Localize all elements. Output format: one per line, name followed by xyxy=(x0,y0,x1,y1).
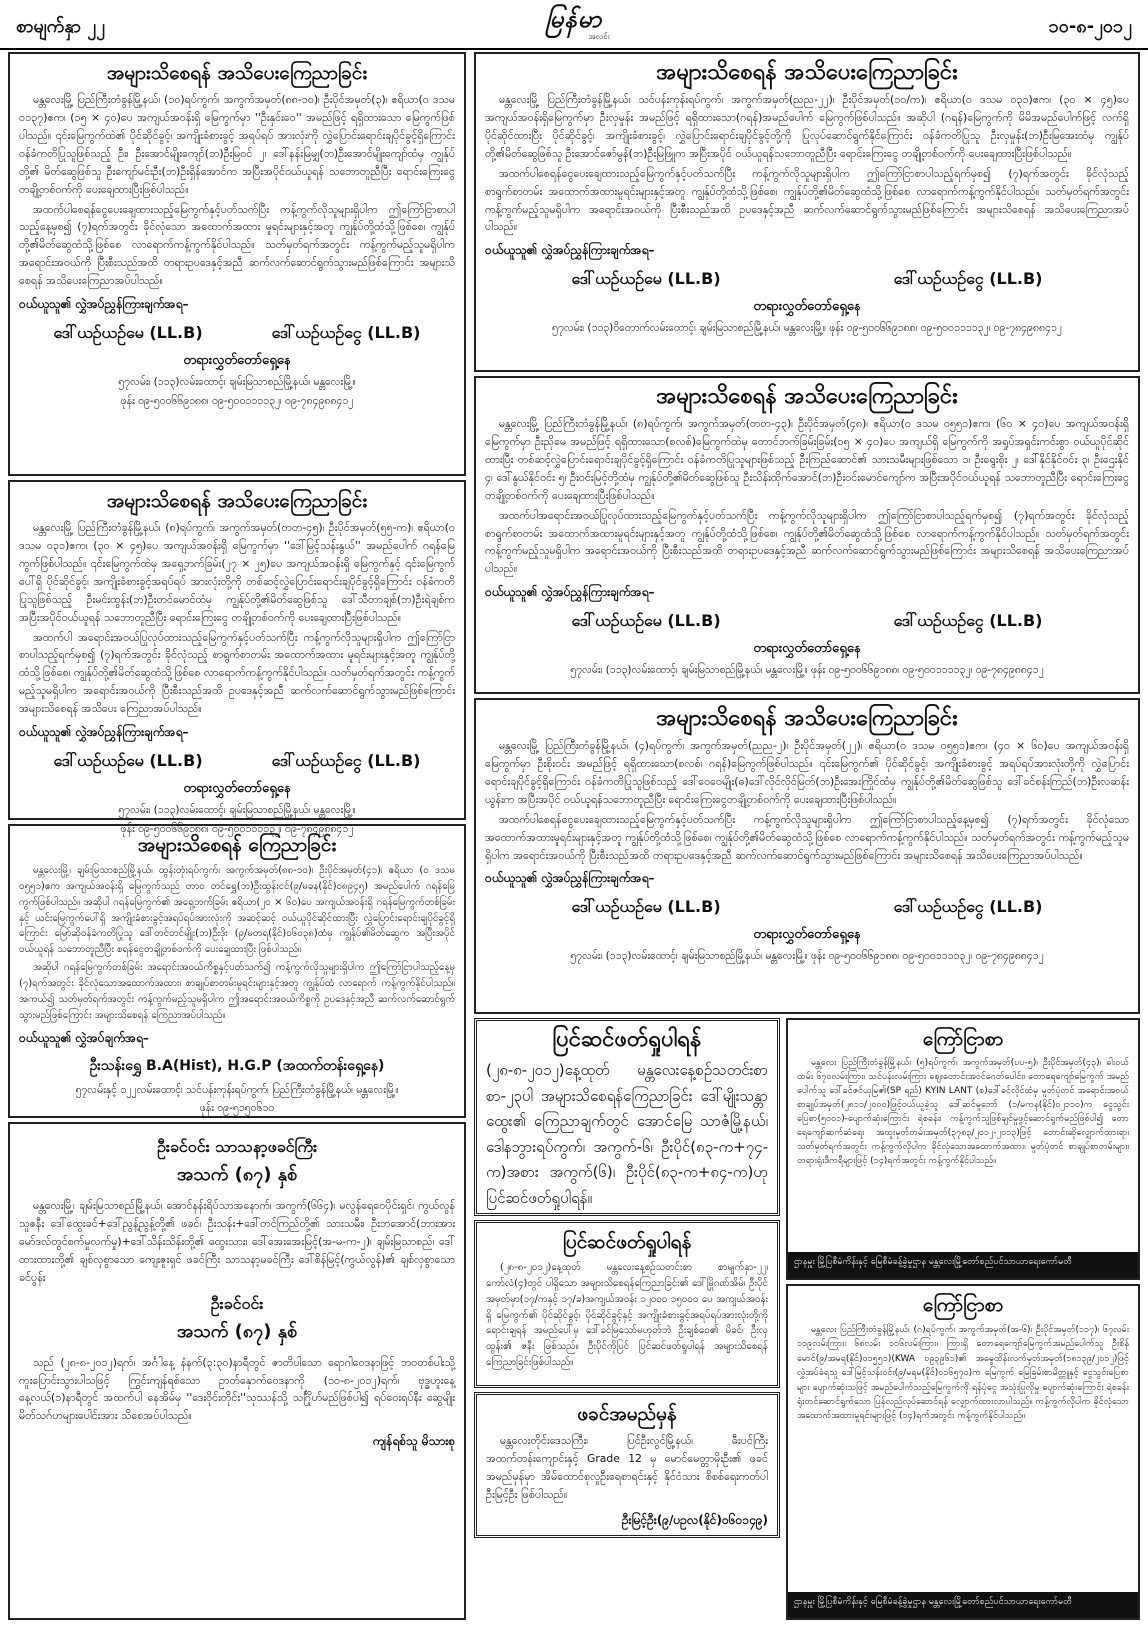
signatures xyxy=(19,322,455,346)
signature-a: ဒေါ်ယဉ်ယဉ်မေ (LL.B) xyxy=(571,611,721,631)
obituary-name: ဦးခင်ဝင်း သာသနာ့ဖခင်ကြီး xyxy=(156,1137,318,1156)
notice-3 xyxy=(8,824,466,1118)
notice-title: အများသိစေရန် အသိပေးကြေညာခြင်း xyxy=(106,62,368,84)
obituary-age: အသက် (၈၇) နှစ် xyxy=(176,1164,298,1185)
notice-2 xyxy=(8,480,466,835)
correction-notice-2 xyxy=(474,1220,780,1388)
address: ၅၇လမ်း၊ (၁၁၃)လမ်းထောင့်၊ ချမ်းမြသာစည်မြို့နယ်၊ မန္တလေးမြို့။ xyxy=(118,804,356,817)
notice-6 xyxy=(474,698,1140,1014)
signature-b: ဒေါ်ယဉ်ယဉ်ငွေ (LL.B) xyxy=(893,269,1043,289)
notice-title: အများသိစေရန် ကြေညာခြင်း xyxy=(137,834,337,856)
address: ၅၇လမ်း၊ (၁၁၃)လမ်းထောင့်၊ ချမ်းမြသာစည်မြို့နယ်၊ မန္တလေးမြို့။ xyxy=(118,376,356,389)
notice-lead: ဝယ်ယူသူ၏ လွှဲအပ်ညွှန်ကြားချက်အရ– xyxy=(485,871,655,886)
notice-title: အများသိစေရန် အသိပေးကြေညာခြင်း xyxy=(656,60,958,85)
address: ၅၇လမ်း၊ (၁၁၃)လမ်းထောင့်၊ ချမ်းမြသာစည်မြို့နယ်၊ မန္တလေးမြို့။ ဖုန်း ၀၉-၅၀၀၆၆၉၁၈၈၊ ၀၉-၅၀၀၁၁၁၁၃၂၊ ၀၉-၇၈၄၉၈၈၄၁၂ xyxy=(570,950,1044,963)
signatures xyxy=(19,750,455,774)
signature-a: ဒေါ်ယဉ်ယဉ်မေ (LL.B) xyxy=(53,751,203,771)
firm-name: တရားလွှတ်တော်ရှေ့နေ xyxy=(183,781,291,797)
obituary-age-repeat: အသက် (၈၇) နှစ် xyxy=(176,1320,298,1342)
notice-lead: ဝယ်ယူသူ၏ လွှဲအပ်ညွှန်ကြားချက်အရ– xyxy=(19,725,189,740)
notice-paragraph: မန္တလေးမြို့ ပြည်ကြီးတံခွန်မြို့နယ်၊ (၄)ရပ်ကွက်၊ အကွက်အမှတ်(ညည-၂)၊ ဦးပိုင်အမှတ်(၂၂)၊ ဧရိယာ(၀ ဒသမ ၀၅၅၁)ဧက၊ (၄၀ × ၆၀)ပေ အကျယ်အဝန်းရှိ မြေကွက်မှာ ဦးစိုးဝင်း အမည်ဖြင့် ရရှိထားသော(စလစ်၊ ဂရန်)မြေကွက်ဖြစ်ပါသည်။ ၎င်းမြေကွက်၏ ပိုင်ဆိုင်ခွင့်၊ အကျိုးခံစားခွင့် အရပ်ရပ်အားလုံးတို့ကို လွှဲပြောင်းရောင်းချပိုင်ခွင့်ရှိကြောင်း ဝန်ခံကတိပြုသူဖြစ်သည့် ဒေါ်ဝေဝေမျိုး(ဓ)ဒေါ်လိုင်လိုင်မြတ်(ဘ)ဦးအေးကြိုင်ထံမှ ကျွန်ုပ်တို့၏မိတ်ဆွေဖြစ်သူ ဒေါ်ခင်စန်းကြည်(ဘ)ဦးလဆန်းယွန်းက အပြီးအပိုင် ဝယ်ယူရန်သဘောတူညီပြီး ရောင်းကြေးငွေတချို့တစ်ဝက်ကို ပေးချေထားပြီးဖြစ်ပါသည်။ xyxy=(485,739,1129,806)
correction-text: (၂၈-၈-၂၀၁၂)နေ့ထုတ် မန္တလေးနေ့စဉ်သတင်းစာ စာ-၂၃ပါ အများသိစေရန်ကြေညာခြင်း ဒေါ်မျိုးသန္တာထွေး၏ ကြေညာချက်တွင် အောင်မြေ သာဇံမြို့နယ်၊ ဒေါနဘွားရပ်ကွက်၊ အကွက်-၆၊ ဦးပိုင်(၈၃-က+၇၄-က)အစား အကွက်(၆)၊ ဦးပိုင်(၈၃-က+၈၄-က)ဟု ပြင်ဆင်ဖတ်ရှုပါရန်။ xyxy=(486,1061,768,1207)
correction-notice xyxy=(474,1018,780,1216)
notice-lead: ဝယ်ယူသူ၏ လွှဲအပ်ချက်အရ– xyxy=(19,1030,149,1045)
notice-paragraph: အထက်ပါ အရောင်းအဝယ်ပြုလုပ်ထားသည့်မြေကွက်နှင့်ပတ်သက်ပြီး ကန့်ကွက်လိုသူများရှိပါက ဤကြော်ငြာစာပါသည့်ရက်မှစ၍ (၇)ရက်အတွင်း ခိုင်လုံသည့် စာရွက်စာတမ်း အထောက်အထား မူရင်းများနှင့်အတူ ကျွန်ုပ်တို့ထံသို့ဖြစ်စေ၊ ကျွန်ုပ်တို့၏မိတ်ဆွေထံသို့ဖြစ်စေ လာရောက်ကန့်ကွက်နိုင်ပါသည်။ သတ်မှတ်ရက်အတွင်း ကန့်ကွက်မည့်သူမရှိပါက အရောင်းအဝယ်ကို ပြီးစီးသည်အထိ ဥပဒေနှင့်အညီ ဆက်လက်ဆောင်ရွက်သွားမည်ဖြစ်ကြောင်း အများသိစေရန် အသိပေး ကြေညာအပ်ပါသည်။ xyxy=(19,630,455,716)
firm-name: တရားလွှတ်တော်ရှေ့နေ xyxy=(753,927,861,943)
address: ၅၇လမ်း၊ (၁၁၃)ဝိတောက်လမ်းထောင့်၊ ချမ်းမြသာစည်မြို့နယ်၊ မန္တလေးမြို့။ ဖုန်း ၀၉-၅၀၀၆၆၉၁၈၈၊ ၀၉-၅၀၀၁၁၁၁၃၂၊ ၀၉-၇၈၄၉၈၈၄၁၂ xyxy=(552,322,1062,335)
official-notice-2 xyxy=(786,1284,1140,1620)
signature-a: ဒေါ်ယဉ်ယဉ်မေ (LL.B) xyxy=(571,269,721,289)
notice-4 xyxy=(474,52,1140,372)
name-correction-ad xyxy=(474,1392,780,1538)
logo-text: မြန်မာ xyxy=(545,5,603,33)
correction-text: (၂၈-၈-၂၀၁၂)နေ့ထုတ် မန္တလေးနေ့စဉ်သတင်းစာ စာမျက်နှာ-၂၂၊ ကော်လံ(၄)တွင် ပါရှိသော အများသိစေရန်ကြေညာခြင်း၏ ဒေါ်မြိုဂဏ်အိမ်၊ ဦးပိုင်အမှတ်မှာ(၁၇/ကနှင့် ၁၇/ခ)အကျယ်အဝန်း ၁၂၀၀၀ ၁၅၀၀၀ ပေ အကျယ်အဝန်းရှိ မြေကွက်၏ ပိုင်ဆိုင်ခွင့်၊ ပိုင်ဆိုင်ခွင့်နှင့် အကျိုးခံစားခွင့်အရပ်ရပ်အားလုံးတို့ကို ရောင်းချရန် အမည်ပေါ်မှ ဒေါ်ခင်မြသော်မဟုတ်ဘဲ ဦးချစ်ဝေ၏ မိခင်၊ ဦးလှထွန်း၏ ဇနီး ဖြစ်သည်။ ဦးပိုင်ကိုပြင် ပြင်ဆင်ဖတ်ရှုပါရန် အများသိစေရန် ကြေညာခြင်းဖြစ်ပါသည်။ xyxy=(486,1262,768,1369)
notice-1 xyxy=(8,52,466,476)
office-strip: ဌာနမှူး မြို့ပြစီမံကိန်းနှင့် မြေစီမံခန့်ခွဲမှုဌာန မန္တလေးမြို့တော်စည်ပင်သာယာရေးကော်မတီ xyxy=(788,1592,1138,1618)
address: ၅၇လမ်းနှင့် ၁၂၂လမ်းထောင့်၊ သင်ပန်းကုန်းရပ်ကွက်၊ ပြည်ကြီးတံခွန်မြို့နယ်၊ မန္တလေးမြို့။ xyxy=(75,1083,399,1096)
notice-paragraph: အဆိုပါ ဂရန်မြေကွက်တစ်ခြမ်း အရောင်းအဝယ်ကိစ္စနှင့်ပတ်သက်၍ ကန့်ကွက်လိုသူများရှိပါက ဤကြော်ငြာပါသည့်နေ့မှ (၇)ရက်အတွင်း ခိုင်လုံသောအထောက်အထား၊ စာချုပ်စာတမ်းမူရင်းများနှင့်အတူ ကျွန်ုပ်ထံ လာရောက် ကန့်ကွက်နိုင်ပါသည်။ အကယ်၍ သတ်မှတ်ရက်အတွင်း ကန့်ကွက်မည့်သူမရှိပါက ဤအရောင်းအဝယ်ကိစ္စကို ဥပဒေနှင့်အညီ ဆက်လက်ဆောင်ရွက်သွားမည်ဖြစ်ကြောင်း အများသိစေရန် ကြေညာအပ်ပါသည်။ xyxy=(19,962,455,1021)
notice-paragraph: အထက်ပါစေရန်ငွေပေးချေထားသည့်မြေကွက်နှင့်ပတ်သက်ပြီး ကန့်ကွက်လိုသူများရှိပါက ဤကြော်ငြာစာပါသည့်နေ့မှစ၍ (၇)ရက်အတွင်း ခိုင်လုံသော အထောက်အထား မူရင်းများနှင့်အတူ ကျွန်ုပ်တို့ထံသို့ဖြစ်စေ၊ ကျွန်ုပ်တို့၏မိတ်ဆွေထံသို့ဖြစ်စေ လာရောက်ကန့်ကွက်နိုင်ပါသည်။ သတ်မှတ်ရက်အတွင်း ကန့်ကွက်မည့်သူမရှိပါက အရောင်းအဝယ်ကို ပြီးစီးသည်အထိ တရားဥပဒေနှင့်အညီ ဆက်လက်ဆောင်ရွက်သွားမည်ဖြစ်ကြောင်း အများသိစေရန် အသိပေးကြေညာအပ်ပါသည်။ xyxy=(19,202,455,288)
ad-sign: ဦးမြင့်ဦး(၉/ပဥလ(နိုင်)၀၆၀၁၄၉) xyxy=(621,1512,768,1527)
notice-lead: ဝယ်ယူသူ၏ လွှဲအပ်ညွှန်ကြားချက်အရ– xyxy=(485,243,655,258)
signatures xyxy=(485,610,1129,634)
address: ၅၇လမ်း၊ (၁၁၃)လမ်းထောင့်၊ ချမ်းမြသာစည်မြို့နယ်၊ မန္တလေးမြို့။ ဖုန်း ၀၉-၅၀၀၆၆၉၁၈၈၊ ၀၉-၅၀၀၁၁၁၁၃၂၊ ၀၉-၇၈၄၉၈၈၄၁၂ xyxy=(570,664,1044,677)
correction-title: ပြင်ဆင်ဖတ်ရှုပါရန် xyxy=(562,1231,692,1253)
notice-lead: ဝယ်ယူသူ၏ လွှဲအပ်ညွှန်ကြားချက်အရ– xyxy=(485,585,655,600)
office-text: မန္တလေး ပြည်ကြီးတံခွန်မြို့နယ်၊ (၅)ရပ်ကွက်၊ အကွက်အမှတ်(ပပ-၅)၊ ဦးပိုင်အမှတ်(၄၃)၊ ဓါးဝယ်ထမ်း ၆၇ဝလမ်းကြား၊ သင်ပန်းလမ်းကြား ဈေးတောင်းအဝင်ဂေတ်ပေါင်း၊ တောရေကျော်မြေကွက် အမည်ပေါက်သူ ဒေါ်ခင်ဇင်ယုမြ၏(SP ရည်) KYIN LANT (စ)ဒေါ်ခင်လိုင်ထံမှ မူတ်ပုံတင် အရောင်းအဝယ်စာချုပ်အမှတ်(၂၈၁၁/၂၀၀၀)ဖြင့်ဝယ်ယူခဲ့သူ ဒေါ်ဆင်မူဘော် (၁/မကန(နိုင်)၀၂၁၁၀)က ငွေသွင်းပြေစာ(၅၀၀၁)-ပျောက်ဆုံးကြောင်း ရဲစခန်း၊ ကန့်ကွက်သူဖြစ်ချင်မှုဖွင့်ဆောင်ရွက်မည်ဖြစ်ပါ၍ တောရေကျော်ဆက်ဆံရေး အထူးမှတ်တမ်းအမှတ်(၃၇၈၃/၂၀၁၂-၂၀၁၃)ဖြင့် တောင်းဆိုလျှောက်ထားရာ၊ သတ်မှတ်ရက်အတွင်း ကန့်ကွက်လိုပါက ခိုင်လုံသောအထောက်အထား၊ မူတ်ပုံတင် စာချုပ်စာတမ်းများ၊ တရားရုံးဒီကရီများဖြင့် (၁၄)ရက်အတွင်း ကန့်ကွက်နိုင်ပါသည်။ xyxy=(797,1058,1129,1166)
lawyer-signature: ဦးသန်းရွှေ B.A(Hist), H.G.P (အထက်တန်းရှေ့နေ) xyxy=(89,1057,385,1074)
office-strip: ဌာနမှူး မြို့ပြစီမံကိန်းနှင့် မြေစီမံခန့်ခွဲမှုဌာန မန္တလေးမြို့တော်စည်ပင်သာယာရေးကော်မတီ xyxy=(788,1252,1138,1278)
header-rule xyxy=(0,48,1148,50)
office-text: မန္တလေး ပြည်ကြီးတံခွန်မြို့နယ်၊ (ဂ)ရပ်ကွက်၊ အကွက်အမှတ်(အ-၆)၊ ဦးပိုင်အမှတ်(၁၁၇)၊ ၆၇လမ်း ၁၁၉လမ်းကြား၊ ၆၈လမ်း ၁၁၆လမ်းကြား၊ ကြားရှိ တောရေကျော်မြေကွက်အမည်ပေါက်သူ ဦးစိန်မောင်(၉/အမရ(နိုင်)၀၁၅၅၁)(KWA ၀၉၃၉၆၁)၏ အမွေထိန်းလက်မှတ်အမှတ်(၁၈၁၃၉/၂၀၁၂)ဖြင့် လွှဲအပ်ခံရသူ ဒေါ်မြင့်သန်းဝင်း(၉/မရမ(နိုင်)၀၁၆၅၇၀)က မြေကွက် မြေခြမ်းစာမိတ္တူနှင့် ငွေသွင်းပြေစာများ ပျောက်ဆုံးသဖြင့် အမည်ပေါက်သည့်မြေကွက်ကို ရန်ပုံငွေ အသုံးပြုလိုမှု ပျောက်ဆုံးကြောင်း ရဲစခန်း ရုံးတင်ဆောင်ရွက်သော ပြန်လည်လုပ်ဆောင်ရန် လျှောက်ထားလာပါသည်။ ကန့်ကွက်လိုပါက ခိုင်လုံသော အထောက်အထားမူရင်းများဖြင့် (၁၄)ရက်အတွင်း ကန့်ကွက်နိုင်ပါသည်။ xyxy=(797,1325,1129,1422)
notice-title: အများသိစေရန် အသိပေးကြေညာခြင်း xyxy=(656,384,958,409)
notice-paragraph: မန္တလေးမြို့ ပြည်ကြီးတံခွန်မြို့နယ်၊ သင်ပန်းကုန်းရပ်ကွက်၊ အကွက်အမှတ်(ညည-၂၂)၊ ဦးပိုင်အမှတ်(၁၀/က)၊ ဧရိယာ(၀ ဒသမ ၀၃၁)ဧက၊ (၃၀ × ၄၅)ပေ အကျယ်အဝန်းရှိမြေကွက်မှာ ဦးလှမှုန်း အမည်ဖြင့် ရရှိထားသော(ဂရန်)အမည်ပေါက် မြေကွက်ဖြစ်ပါသည်။ အဆိုပါ (ဂရန်)မြေကွက်ကို မိမိအမည်ပေါက်ဖြင့် လက်ရှိပိုင်ဆိုင်ထားပြီး ပိုင်ဆိုင်ခွင့်၊ အကျိုးခံစားခွင့်၊ လွှဲပြောင်းရောင်းချပိုင်ခွင့်တို့ကို ပြုလုပ်ဆောင်ရွက်နိုင်ကြောင်း ဝန်ခံကတိပြုသူ ဦးလှမှုန်း(ဘ)ဦးမြအေးထံမှ ကျွန်ုပ်တို့၏မိတ်ဆွေဖြစ်သူ ဦးအောင်ဇော်မွန်(ဘ)ဦးမြဖြူက အပြီးအပိုင် ဝယ်ယူရန်သဘောတူညီပြီး ရောင်းကြေးငွေ တချို့တစ်ဝက်ကို ပေးချေထားပြီးဖြစ်ပါသည်။ xyxy=(485,93,1129,160)
signatures xyxy=(485,896,1129,920)
notice-paragraph: အထက်ပါစေရန်ငွေပေးချေထားသည့်မြေကွက်နှင့်ပတ်သက်ပြီး ကန့်ကွက်လိုသူများရှိပါက ဤကြော်ငြာစာပါသည့်ရက်မှစ၍ (၇)ရက်အတွင်း ခိုင်လုံသည့် စာရွက်စာတမ်း အထောက်အထားမူရင်းများနှင့်အတူ ကျွန်ုပ်တို့ထံသို့ဖြစ်စေ၊ ကျွန်ုပ်တို့၏မိတ်ဆွေထံသို့ဖြစ်စေ လာရောက်ကန့်ကွက်နိုင်ပါသည်။ သတ်မှတ်ရက်အတွင်း ကန့်ကွက်မည့်သူမရှိပါက အရောင်းအဝယ်ကို ပြီးစီးသည်အထိ ဥပဒေနှင့်အညီ ဆက်လက်ဆောင်ရွက်သွားမည်ဖြစ်ကြောင်း အများသိစေရန် အသိပေးကြေညာအပ်ပါသည်။ xyxy=(485,166,1129,234)
notice-lead: ဝယ်ယူသူ၏ လွှဲအပ်ညွှန်ကြားချက်အရ– xyxy=(19,297,189,312)
ad-title: ဖခင်အမည်မှန် xyxy=(577,1403,677,1425)
ad-text: မန္တလေးတိုင်းဒေသကြီး၊ ပြင်ဦးလွင်မြို့နယ်၊ ဓီးပင်ကြီး အထက်တန်းကျောင်းနှင့် Grade 12 မှ မောင်မေတ္တာမိုးဦး၏ ဖခင်အမည်မှန်မှာ အိမ်ထောင်စုလူဦးရေစာရင်းနှင့် နိုင်ငံသား စိစစ်ရေးကတ်ပါ ဦးမြင့်ဦး ဖြစ်ပါသည်။ xyxy=(486,1434,768,1501)
official-notice-1 xyxy=(786,1018,1140,1280)
signature-a: ဒေါ်ယဉ်ယဉ်မေ (LL.B) xyxy=(571,897,721,917)
obituary-text-2: သည် (၂၈-၈-၂၀၁၂)ရက်၊ အင်္ဂါနေ့ နံနက်(၃:၃၀)နာရီတွင် ဇာတိပါသော ရောဂါဝေဒနာဖြင့် ဘဝတစ်ပါးသို့ ကူးပြောင်းသွားပါသဖြင့် ကြွင်းကျန်ရစ်သော ဥာတ်နှောက်ဝေဒနာကို (၁၀-၈-၂၀၁၂)ရက်၊ ဗုဒ္ဓဟူးနေ့ နေ့လယ်(၁)နာရီတွင် အထက်ပါ နေအိမ်မှ ''ဒေးဝိုင်းတိုင်း''သုဿန်သို့ သင်္ဂြိုဟ်မည်ဖြစ်ပါ၍ ရပ်ဝေးရပ်နီး ဆွေမျိုးမိတ်သဂ်ဟများပေါင်းအား သိစေအပ်ပါသည်။ xyxy=(19,1355,455,1423)
obituary-sign: ကျန်ရစ်သူ မိသားစု xyxy=(372,1434,455,1449)
newspaper-logo xyxy=(508,4,640,44)
notice-paragraph: အထက်ပါစေရန်ငွေပေးချေထားသည့်မြေကွက်နှင့်ပတ်သက်ပြီး ကန့်ကွက်လိုသူများရှိပါက ဤကြော်ငြာစာပါသည့်နေ့မှစ၍ (၇)ရက်အတွင်း ခိုင်လုံသော အထောက်အထားမူရင်းများနှင့်အတူ ကျွန်ုပ်တို့ထံသို့ဖြစ်စေ၊ ကျွန်ုပ်တို့၏မိတ်ဆွေထံသို့ဖြစ်စေ လာရောက်ကန့်ကွက်နိုင်ပါသည်။ သတ်မှတ်ရက်အတွင်း ကန့်ကွက်မည့်သူမရှိပါက အရောင်းအဝယ်ကို ပြီးစီးသည်အထိ တရားဥပဒေနှင့်အညီ ဆက်လက်ဆောင်ရွက်သွားမည်ဖြစ်ကြောင်း အများသိစေရန် အသိပေးကြေညာအပ်ပါသည်။ xyxy=(485,812,1129,862)
firm-name: တရားလွှတ်တော်ရှေ့နေ xyxy=(753,299,861,315)
notice-paragraph: မန္တလေးမြို့ ပြည်ကြီးတံခွန်မြို့နယ်၊ (၁၀)ရပ်ကွက်၊ အကွက်အမှတ်(၈၈-၁၀)၊ ဦးပိုင်အမှတ်(၃)၊ ဧရိယာ(၀ ဒသမ ၀၁၃၇)ဧက၊ (၁၅ × ၄၀)ပေ အကျယ်အဝန်းရှိ မြေကွက်မှာ ''ဦးနှင်းဝေ'' အမည်ဖြင့် ရရှိထားသော မြေကွက်ဖြစ်ပါသည်။ ၎င်းမြေကွက်ထဲ၏ ပိုင်ဆိုင်ခွင့်၊ အကျိုးခံစားခွင့် အရပ်ရပ် အားလုံးကို လွှဲပြောင်းရောင်းချပိုင်ခွင့်ရှိကြောင်း ဝန်ခံကတိပြုသူဖြစ်သည့် ဦး၊ ဦးအောင်မျိုးကျော်(ဘ)ဦးမြဝင် ၂၊ ဒေါ်နန်းမြမျှ(ဘ)ဦးအောင်မျိုးကျော်ထံမှ ကျွန်ုပ်တို့၏ မိတ်ဆွေဖြစ်သူ ဦးကျော်မင်းဦး(ဘ)ဦးရှိန်အောင်က အပြီးအပိုင်ဝယ်ယူရန် သဘောတူညီပြီး ရောင်းကြေးငွေ တချို့တစ်ဝက်ကို ပေးချေထားပြီးဖြစ်ပါသည်။ xyxy=(19,93,455,196)
page-number: စာမျက်နှာ ၂၂ xyxy=(16,16,105,37)
notice-paragraph: မန္တလေးမြို့ ပြည်ကြီးတံခွန်မြို့နယ်၊ (၈)ရပ်ကွက်၊ အကွက်အမှတ်(တတ-၄၃)၊ ဦးပိုင်အမှတ်(၄၈)၊ ဧရိယာ(၀ ဒသမ ၀၅၅၁)ဧက၊ (၆၀ × ၄၀)ပေ အကျယ်အဝန်းရှိ မြေကွက်မှာ ဦးညိုမေ အမည်ဖြင့် ရရှိထားသော(စလစ်)မြေကွက်ထဲမှ တောင်ဘက်ခြမ်းခြမ်း(၁၅ × ၄၀)ပေ အကျယ်ရှိ မြေကွက်ကို အရှုပ်အရှင်းကင်းစွာ ဝယ်ယူပိုင်ဆိုင်ထားပြီး တစ်ဆင့်လွှဲပြောင်းရောင်းချပိုင်ခွင့်ရှိကြောင်း ဝန်ခံကတိပြုသူများဖြစ်သည့် ဦးကြည်ဆောင်၏ သားသမီးများဖြစ်သော ၁၊ ဦးရွေးစိုး ၂၊ ဒေါ်နိုင်နိုင်ဝင်း ၃၊ ဦးဌေးနိုင် ၄၊ ဒေါ်နွယ်နိုင်ဝင်း ၅၊ ဦးဝင်းမြင့်တို့ထံမှ ကျွန်ုပ်တို့၏မိတ်ဆွေဖြစ်သူ ဦးသိန်းထိုက်အောင်(ဘ)ဦးဝင်းမောင်ကျော်က အပြီးအပိုင်ဝယ်ယူရန် သဘောတူညီပြီး ရောင်းကြေးငွေ တချို့တစ်ဝက်ကို ပေးချေထားပြီးဖြစ်ပါသည်။ xyxy=(485,417,1129,502)
signature-b: ဒေါ်ယဉ်ယဉ်ငွေ (LL.B) xyxy=(893,611,1043,631)
notice-title: အများသိစေရန် အသိပေးကြေညာခြင်း xyxy=(106,490,368,512)
notice-title: အများသိစေရန် အသိပေးကြေညာခြင်း xyxy=(656,706,958,731)
correction-title: ပြင်ဆင်ဖတ်ရှုပါရန် xyxy=(552,1027,702,1052)
signature-b: ဒေါ်ယဉ်ယဉ်ငွေ (LL.B) xyxy=(271,323,421,343)
logo-subtext: အလင်း xyxy=(588,32,610,41)
notice-5 xyxy=(474,376,1140,694)
obituary xyxy=(8,1122,466,1620)
page-header xyxy=(0,0,1148,50)
firm-name: တရားလွှတ်တော်ရှေ့နေ xyxy=(753,641,861,657)
office-title: ကြော်ငြာစာ xyxy=(922,1294,1004,1316)
signature-b: ဒေါ်ယဉ်ယဉ်ငွေ (LL.B) xyxy=(271,751,421,771)
phone: ဖုန်း ၀၉-၅၀၀၆၆၉၁၈၈၊ ၀၉-၅၀၀၁၁၁၁၃၂၊ ၀၉-၇၈၄၉၈၈၄၁၂ xyxy=(120,394,354,407)
firm-name: တရားလွှတ်တော်ရှေ့နေ xyxy=(183,353,291,369)
signatures xyxy=(485,268,1129,292)
signature-a: ဒေါ်ယဉ်ယဉ်မေ (LL.B) xyxy=(53,323,203,343)
office-title: ကြော်ငြာစာ xyxy=(922,1028,1004,1050)
obituary-name-repeat: ဦးခင်ဝင်း xyxy=(210,1293,264,1313)
obituary-text: မန္တလေးမြို့၊ ချမ်းမြသာစည်မြို့နယ်၊ အောင်နန်းရိပ်သာအနောက်၊ အကွက်(၆၆၄)၊ မလွန်ရေဝေပိုင်းရှင်၊ ကွယ်လွန်သူဇနီး ဒေါ်ထွေးခင်+ဒေါ်ညွန့်ညွန့်တို့၏ ဖခင်၊ ဦးသန်း+ဒေါ်တင်ကြည်တို့၏ သားသမီး၊ ဦးဘအောင်(ဘားအားမော်ဒလ်တွင်စက်မှုလက်မှု)+ဒေါ်သိန်းသိန်းတို့၏ ထွေးသား၊ ဒေါ်အေးအေးမြင့်(အ-မ-က-၂)၊ ချမ်းမြသာစည်၊ ဒေါ်ထားထားတို့၏ ချစ်လှစွာသော ကျေးဇူးရှင် ဖခင်ကြီး သာသနာ့မခင်ကြီး ဒေါ်စိန်မြင့်(ကွယ်လွန်)၏ ချစ်လှစွာသော ခင်ပွန်း xyxy=(19,1199,455,1284)
signature-b: ဒေါ်ယဉ်ယဉ်ငွေ (LL.B) xyxy=(893,897,1043,917)
notice-paragraph: အထက်ပါအရောင်းအဝယ်ပြုလုပ်ထားသည့်မြေကွက်နှင့်ပတ်သက်ပြီး ကန့်ကွက်လိုသူများရှိပါက ဤကြော်ငြာစာပါသည့်ရက်မှစ၍ (၇)ရက်အတွင်း ခိုင်လုံသည့် စာရွက်စာတမ်း အထောက်အထားမူရင်းများနှင့်အတူ ကျွန်ုပ်တို့ထံသို့ဖြစ်စေ၊ ကျွန်ုပ်တို့၏မိတ်ဆွေထံသို့ဖြစ်စေ လာရောက်ကန့်ကွက်နိုင်ပါသည်။ သတ်မှတ်ရက်အတွင်း ကန့်ကွက်မည့်သူမရှိပါက အရောင်းအဝယ်ကို ပြီးစီးသည်အထိ တရားဥပဒေနှင့်အညီ ဆက်လက်ဆောင်ရွက်သွားမည်ဖြစ်ကြောင်း အများသိစေရန် အသိပေးကြေညာအပ်ပါသည်။ xyxy=(485,508,1129,576)
notice-paragraph: မန္တလေးမြို့၊ ချမ်းမြသာစည်မြို့နယ်၊ ထွန်းတုံးရပ်ကွက်၊ အကွက်အမှတ်(၈၈-၁၀)၊ ဦးပိုင်အမှတ်(၄၁)၊ ဧရိယာ (၀ ဒသမ ၀၅၅၁)ဧက အကျယ်အဝန်းရှိ မြေကွက်သည် တာဝ တင်ရွှေ(ဘ)ဦးထွန်းငင်(၉/မခန(နိုင်)၀၈၉၄၅) အမည်ပေါက် ဂရန်မြေကွက်ဖြစ်ပါသည်။ အဆိုပါ ဂရန်မြေကွက်၏ အရှေ့ဘက်ခြမ်း ဧရိယာ(၂၀ × ၆၀)ပေ အကျယ်အဝန်းရှိ ဂရန်မြေကွက်တစ်ခြမ်းနှင့် ယင်းမြေကွက်ပေါ်ရှိ အကျိုးခံစားခွင့်အရပ်ရပ်အားလုံးကို အဆင့်ဆင့် ဝယ်ယူပိုင်ဆိုင်ထားပြီး လွှဲပြောင်းရောင်းချပိုင်ခွင့်ရှိကြောင်း မြော်ဆိုဝန်ခံကတိပြုသူ ဒေါ်တင်တင်မျိုး(ဘ)ဦးဒိုး (၉/မတရ(နိုင်)၀၆၀၃၈)ထံမှ ကျွန်ုပ်၏မိတ်ဆွေက အပြီးအပိုင်ဝယ်ယူရန် သဘောတူညီပြီး စရန်ငွေတချို့တစ်ဝက်ကို ပေးချေထားပြီး ဖြစ်ပါသည်။ xyxy=(19,865,455,956)
issue-date: ၁၀-၈-၂၀၁၂ xyxy=(1048,16,1132,37)
phone: ဖုန်း ၀၉-၅၁၅၀၆၁၀ xyxy=(199,1102,275,1115)
notice-paragraph: မန္တလေးမြို့ ပြည်ကြီးတံခွန်မြို့နယ်၊ (၈)ရပ်ကွက်၊ အကွက်အမှတ်(တတ-၄၅)၊ ဦးပိုင်အမှတ်(၅၅-က)၊ ဧရိယာ(၀ ဒသမ ၀၃၁)ဧက၊ (၃၀ × ၄၅)ပေ အကျယ်အဝန်းရှိ မြေကွက်မှာ ''ဒေါ်မြင့်သန်းနွယ်'' အမည်ပေါက် ဂရန်မြေကွက်ဖြစ်ပါသည်။ ၎င်းမြေကွက်ထဲမှ အရှေ့ဘက်ခြမ်း(၂၇ × ၂၅)ပေ အကျယ်အဝန်းရှိ မြေကွက်နှင့် ၎င်းမြေကွက်ပေါ်ရှိ ပိုင်ဆိုင်ခွင့်၊ အကျိုးခံစားခွင့်အရပ်ရပ် အားလုံးတို့ကို တစ်ဆင့်လွှဲပြောင်းရောင်းချပိုင်ခွင့်ရှိကြောင်း ဝန်ခံကတိပြုသူဖြစ်သည့် ဦးမင်းထွန်း(ဘ)ဦးတင်မောင်ထံမှ ကျွန်ုပ်တို့၏မိတ်ဆွေဖြစ်သူ ဒေါ်သီတာချစ်(ဘ)ဦးရဲချစ်က အပြီးအပိုင်ဝယ်ယူရန် သဘောတူညီပြီး ရောင်းကြေးငွေ တချို့တစ်ဝက်ကို ပေးချေထားပြီးဖြစ်ပါသည်။ xyxy=(19,521,455,624)
phone: ဖုန်း ၀၉-၅၀၀၆၆၉၁၈၈၊ ၀၉-၅၀၀၁၁၁၁၃၂၊ ၀၉-၇၈၄၉၈၈၄၁၂ xyxy=(120,822,354,835)
